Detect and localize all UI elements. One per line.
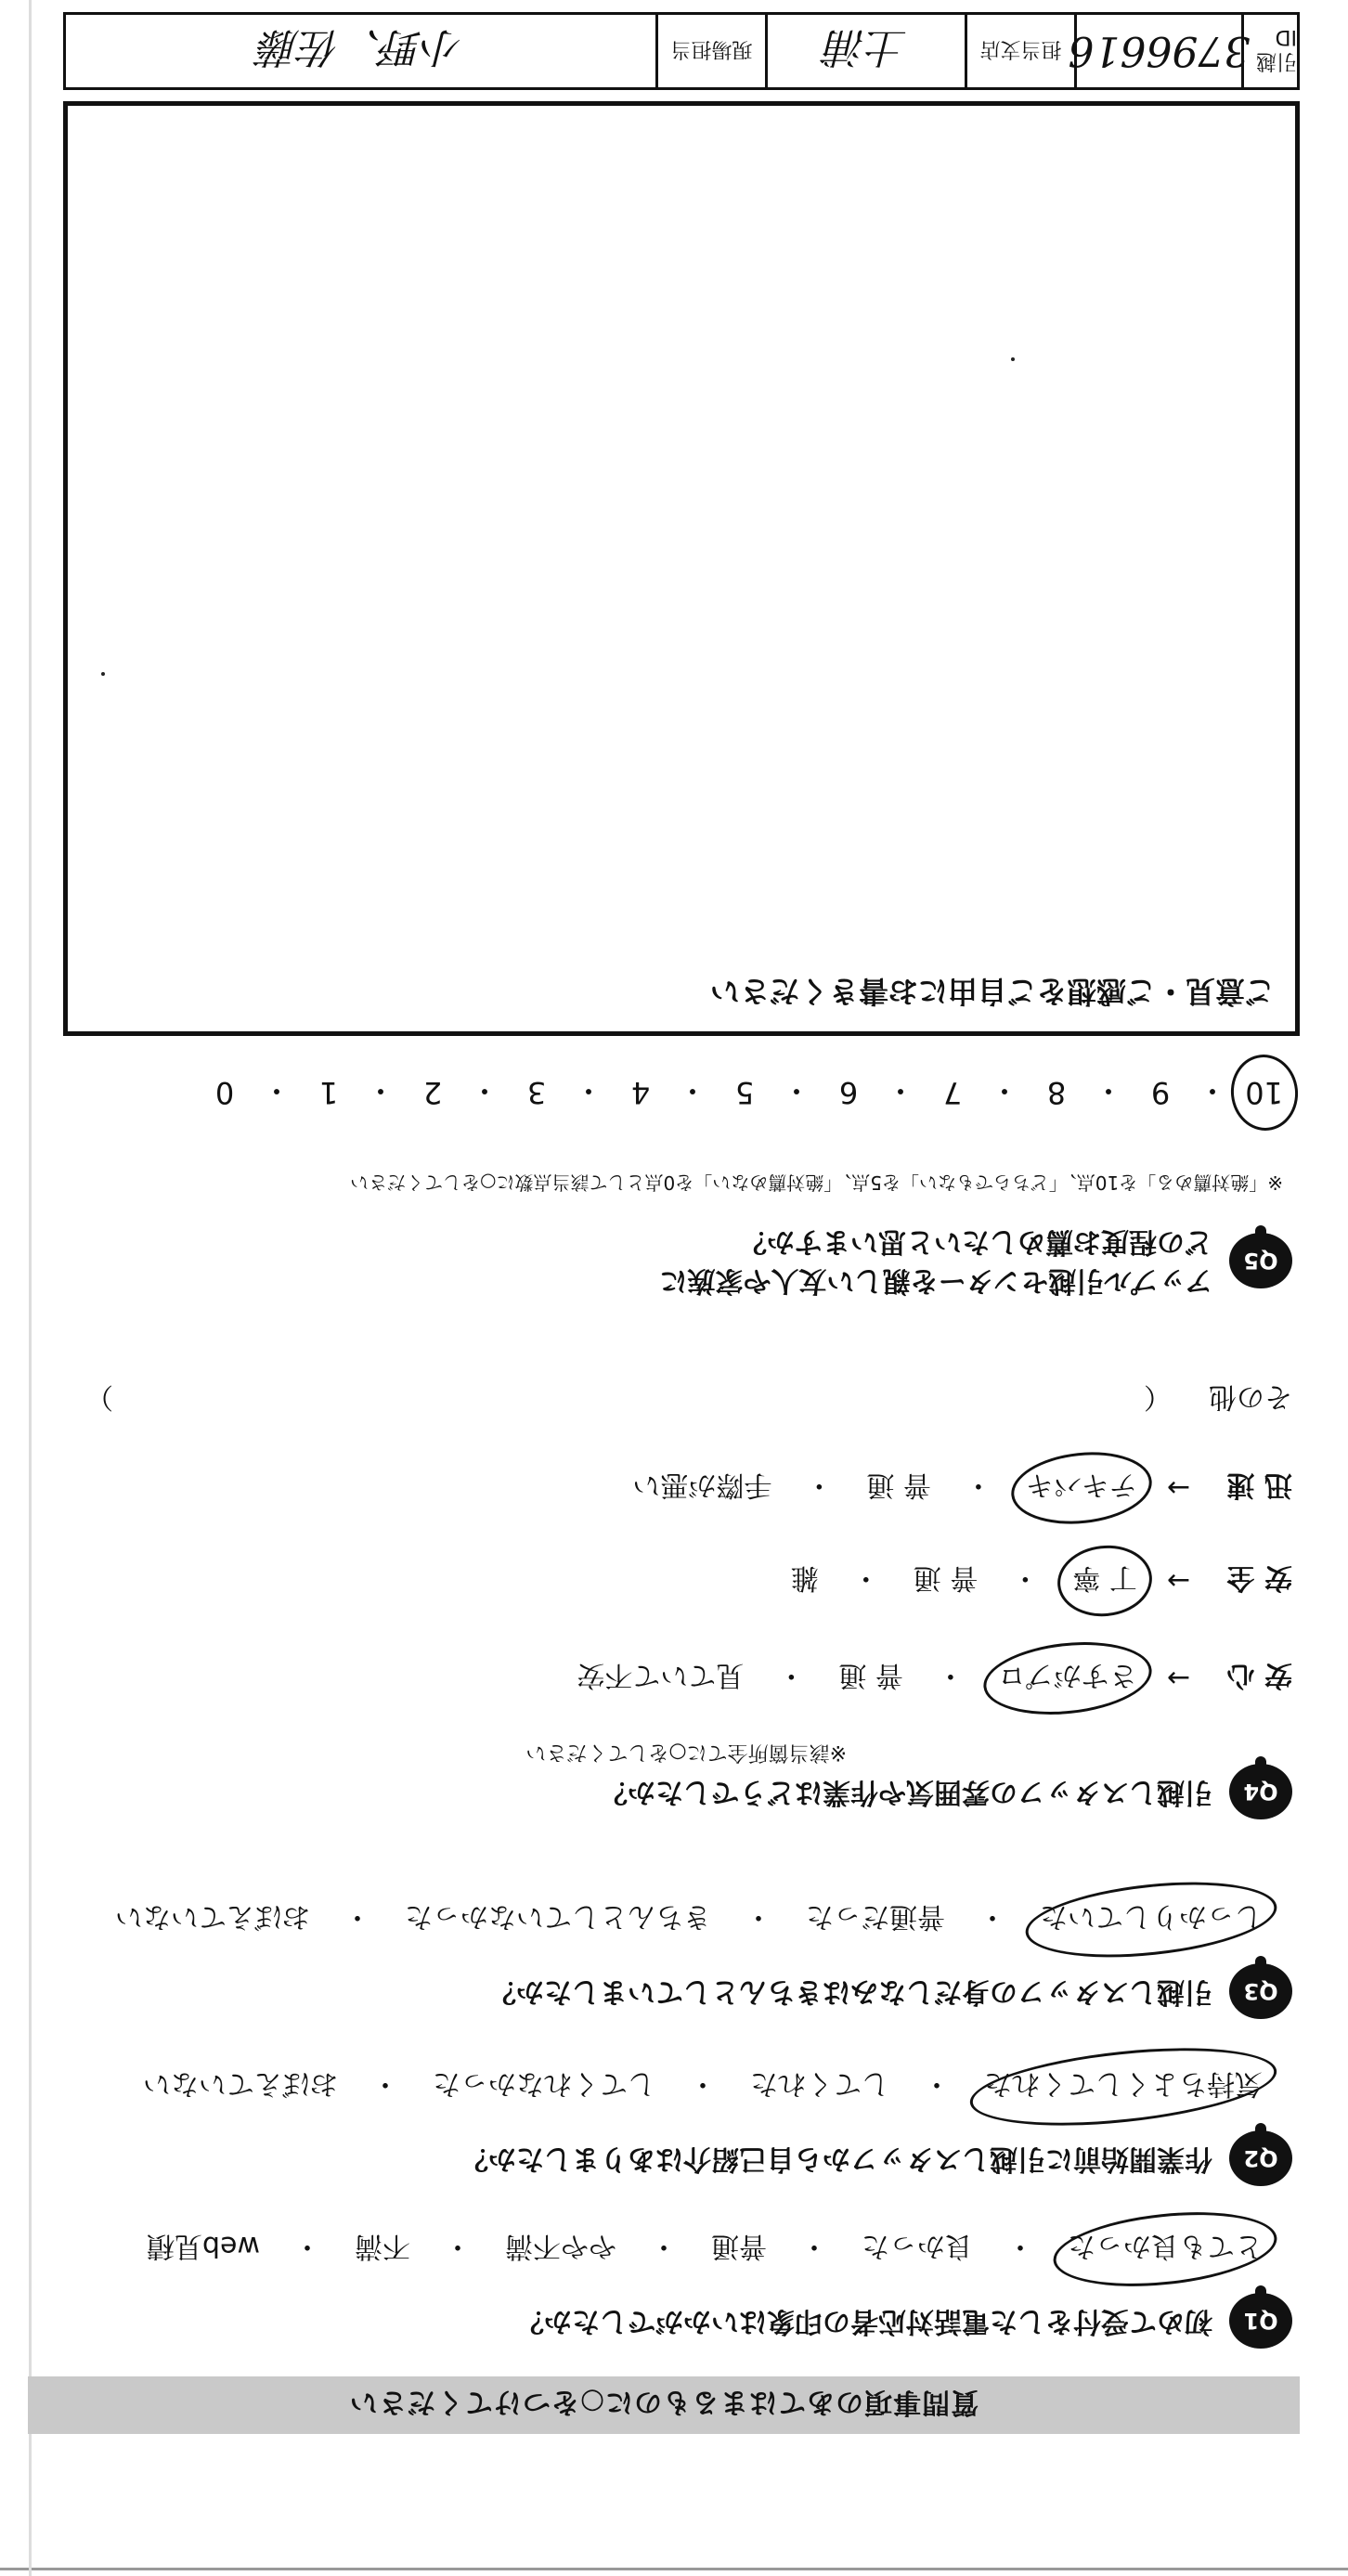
side-edge-rule bbox=[29, 0, 32, 2576]
instructions-banner: 質問事項のあてはまるものに○をつけてください bbox=[28, 2376, 1300, 2434]
q4-row-speed: 迅 速 → テキパキ ・ 普 通 ・ 手際が悪い bbox=[630, 1468, 1292, 1508]
q4-option-normal[interactable]: 普 通 bbox=[866, 1469, 931, 1501]
selection-circle bbox=[979, 1635, 1155, 1723]
branch-value[interactable]: 土浦 bbox=[765, 15, 965, 87]
scale-5[interactable]: 5 bbox=[734, 1075, 755, 1110]
q1-option-good[interactable]: 良かった bbox=[862, 2230, 973, 2262]
id-value[interactable]: 3796616 bbox=[1074, 15, 1241, 87]
q5-text-line-1: アップル引越センターを親しい友人や家族に bbox=[659, 1264, 1212, 1297]
question-2 bbox=[460, 2130, 1292, 2186]
q2-option-pleasantly[interactable]: 気持ちよくしてくれた bbox=[982, 2066, 1264, 2107]
q4-option-pro[interactable]: さすがプロ bbox=[996, 1658, 1139, 1699]
q3-option-dont-remember[interactable]: おぼえていない bbox=[115, 1900, 310, 1933]
q4-row-label: 安 心 bbox=[1226, 1659, 1292, 1691]
q4-option-rough[interactable]: 雑 bbox=[790, 1561, 819, 1594]
scale-10[interactable]: 10 bbox=[1246, 1075, 1283, 1110]
q2-options: 気持ちよくしてくれた ・ してくれた ・ してくれなかった ・ おぼえていない bbox=[141, 2066, 1264, 2107]
header-table bbox=[63, 12, 1300, 90]
q5-note: ※「絶対薦める」を10点、「どちらでもない」を5点、「絶対薦めない」を0点として該当点数に○をしてください bbox=[350, 1171, 1283, 1194]
q2-text: 作業開始前に引越しスタッフから自己紹介はありましたか？ bbox=[460, 2142, 1212, 2175]
q2-option-dont-remember[interactable]: おぼえていない bbox=[143, 2067, 338, 2100]
q4-option-clumsy[interactable]: 手際が悪い bbox=[632, 1469, 772, 1501]
q4-row-label: 安 全 bbox=[1226, 1561, 1292, 1594]
q5-text-line-2: どの程度お薦めしたいと思いますか？ bbox=[739, 1225, 1212, 1258]
q4-text: 引越しスタッフの雰囲気や作業はどうでしたか？ bbox=[600, 1776, 1212, 1808]
scale-6[interactable]: 6 bbox=[838, 1075, 859, 1110]
q4-row-safety: 安 全 → 丁 寧 ・ 普 通 ・ 雑 bbox=[789, 1560, 1292, 1601]
q2-option-did-not[interactable]: してくれなかった bbox=[433, 2067, 655, 2100]
q1-options: とても良かった ・ 良かった ・ 普通 ・ やや不満 ・ 不満 ・ web見積 bbox=[145, 2229, 1264, 2270]
q3-option-neat[interactable]: しっかりしていた bbox=[1038, 1899, 1264, 1940]
q5-text bbox=[660, 1222, 1213, 1300]
question-1 bbox=[516, 2293, 1292, 2349]
q3-option-not-neat[interactable]: きちんとしていなかった bbox=[405, 1900, 711, 1933]
arrow-icon: → bbox=[1166, 1471, 1190, 1505]
q4-option-worrying[interactable]: 見ていて不安 bbox=[577, 1659, 745, 1691]
selection-circle bbox=[1055, 1541, 1156, 1621]
scale-7[interactable]: 7 bbox=[942, 1075, 963, 1110]
scale-2[interactable]: 2 bbox=[422, 1075, 443, 1110]
scale-9[interactable]: 9 bbox=[1150, 1075, 1171, 1110]
arrow-icon: → bbox=[1166, 1662, 1190, 1695]
q4-row-label: 迅 速 bbox=[1226, 1469, 1292, 1501]
question-4 bbox=[600, 1764, 1292, 1819]
q3-option-normal[interactable]: 普通だった bbox=[806, 1900, 945, 1933]
comments-box[interactable] bbox=[63, 101, 1300, 1036]
q5-scale: 10 ・ 9 ・ 8 ・ 7 ・ 6 ・ 5 ・ 4 ・ 3 ・ 2 ・ 1 ・ 0 bbox=[206, 1071, 1283, 1114]
q4-other-label: その他 bbox=[1209, 1380, 1292, 1413]
scale-0[interactable]: 0 bbox=[214, 1075, 235, 1110]
q1-option-very-good[interactable]: とても良かった bbox=[1066, 2229, 1264, 2270]
leader-label: 現場担当 bbox=[655, 15, 765, 87]
q3-options: しっかりしていた ・ 普通だった ・ きちんとしていなかった ・ おぼえていない bbox=[113, 1899, 1264, 1940]
ink-speck bbox=[101, 672, 105, 676]
q5-badge: Q5 bbox=[1229, 1233, 1292, 1288]
q4-badge: Q4 bbox=[1229, 1764, 1292, 1819]
q1-badge: Q1 bbox=[1229, 2293, 1292, 2349]
question-3 bbox=[488, 1963, 1292, 2019]
q4-other-open: （ bbox=[1144, 1380, 1172, 1413]
ink-speck bbox=[1011, 357, 1015, 361]
q2-badge: Q2 bbox=[1229, 2130, 1292, 2186]
selection-circle bbox=[1050, 2203, 1281, 2297]
q1-option-dissatisfied[interactable]: 不満 bbox=[355, 2230, 410, 2262]
top-edge-rule bbox=[0, 2568, 1348, 2570]
q1-text: 初めて受付をした電話対応者の印象はいかがでしたか？ bbox=[516, 2305, 1212, 2337]
arrow-icon: → bbox=[1166, 1564, 1190, 1598]
selection-circle bbox=[1227, 1051, 1302, 1133]
scale-4[interactable]: 4 bbox=[630, 1075, 651, 1110]
selection-circle bbox=[966, 2036, 1280, 2138]
comments-title: ご意見・ご感想をご自由にお書きください bbox=[709, 974, 1275, 1009]
scale-8[interactable]: 8 bbox=[1046, 1075, 1067, 1110]
q3-text: 引越しスタッフの身だしなみはきちんとしていましたか？ bbox=[488, 1975, 1212, 2008]
q1-option-slightly-dissatisfied[interactable]: やや不満 bbox=[505, 2230, 616, 2262]
branch-label: 担当支店 bbox=[965, 15, 1074, 87]
selection-circle bbox=[1022, 1871, 1280, 1968]
leader-value[interactable]: 小野、佐藤 bbox=[258, 23, 463, 71]
q4-option-brisk[interactable]: テキパキ bbox=[1024, 1468, 1139, 1508]
scale-3[interactable]: 3 bbox=[526, 1075, 547, 1110]
q3-badge: Q3 bbox=[1229, 1963, 1292, 2019]
scale-1[interactable]: 1 bbox=[318, 1075, 339, 1110]
selection-circle bbox=[1007, 1445, 1155, 1530]
q4-row-reassurance: 安 心 → さすがプロ ・ 普 通 ・ 見ていて不安 bbox=[575, 1658, 1292, 1699]
q4-option-normal[interactable]: 普 通 bbox=[913, 1561, 979, 1594]
q1-option-web-estimate[interactable]: web見積 bbox=[146, 2230, 260, 2262]
q1-option-normal[interactable]: 普通 bbox=[711, 2230, 767, 2262]
id-label: 引越ID bbox=[1241, 15, 1297, 87]
q4-other-close: ） bbox=[85, 1380, 113, 1413]
q4-note: ※該当箇所全てに○をしてください bbox=[525, 1741, 847, 1764]
question-5 bbox=[660, 1222, 1293, 1300]
q4-option-normal[interactable]: 普 通 bbox=[838, 1659, 903, 1691]
q2-option-did[interactable]: してくれた bbox=[750, 2067, 889, 2100]
q4-option-careful[interactable]: 丁 寧 bbox=[1070, 1560, 1139, 1601]
q4-other-row[interactable] bbox=[85, 1379, 1292, 1420]
